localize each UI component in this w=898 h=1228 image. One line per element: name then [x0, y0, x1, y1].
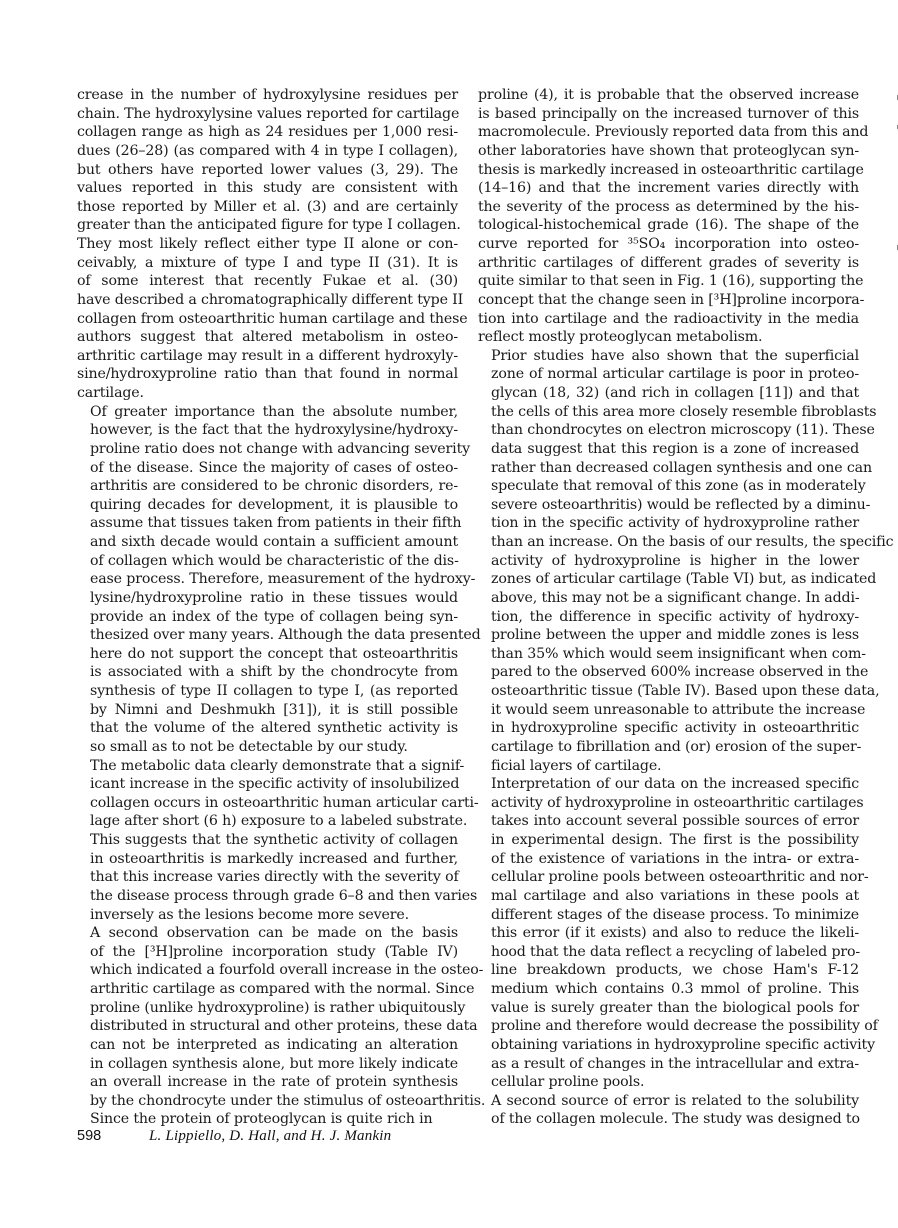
text-line: zones of articular cartilage (Table VI) but, as indicated [491, 571, 877, 588]
running-footer-authors: L. Lippiello, D. Hall, and H. J. Mankin [149, 1128, 392, 1144]
text-line: osteoarthritic tissue (Table IV). Based upon these data, [491, 683, 880, 699]
text-line: than 35% which would seem insignificant when com- [491, 645, 866, 662]
text-line: but others have reported lower values (3, 29). The [77, 161, 458, 178]
text-line: of the collagen molecule. The study was designed to [491, 1111, 860, 1128]
text-line: proline ratio does not change with advancing severity [90, 440, 470, 457]
text-line: data suggest that this region is a zone of increased [491, 440, 859, 457]
text-line: provide an index of the type of collagen being syn- [90, 608, 458, 625]
page-number: 598 [77, 1128, 102, 1144]
text-line: Of greater importance than the absolute number, [90, 403, 458, 420]
text-line: that the volume of the altered synthetic activity is [90, 720, 458, 737]
text-line: cellular proline pools. [491, 1074, 645, 1091]
text-line: greater than the anticipated figure for type I collagen. [77, 217, 461, 234]
text-line: This suggests that the synthetic activity of collagen [90, 832, 458, 848]
paragraph [478, 1092, 859, 1129]
text-line: tion, the difference in specific activity of hydroxy- [491, 608, 859, 625]
text-line: inversely as the lesions become more severe. [90, 906, 410, 923]
text-line: cartilage to fibrillation and (or) erosion of the super- [491, 738, 862, 755]
text-line: (14–16) and that the increment varies directly with [478, 180, 859, 197]
text-line: cartilage. [77, 385, 144, 401]
text-line: arthritic cartilages of different grades of severity is [478, 254, 859, 271]
text-line: Prior studies have also shown that the superficial [491, 347, 859, 364]
text-line: have described a chromatographically different type II [77, 291, 464, 308]
text-line: macromolecule. Previously reported data from this and [478, 124, 869, 141]
text-line: ceivably, a mixture of type I and type II (31). It is [77, 254, 458, 271]
text-line: it would seem unreasonable to attribute the increase [491, 701, 866, 718]
text-line: speculate that removal of this zone (as in moderately [491, 478, 866, 495]
text-line: concept that the change seen in [³H]proline incorpora- [478, 291, 865, 308]
text-line: hood that the data reflect a recycling of labeled pro- [491, 943, 861, 960]
text-line: than chondrocytes on electron microscopy (11). These [491, 422, 875, 439]
text-line: in collagen synthesis alone, but more likely indicate [90, 1055, 458, 1072]
text-line: The metabolic data clearly demonstrate that a signif- [90, 757, 465, 774]
text-line: A second observation can be made on the basis [90, 925, 458, 942]
text-line: medium which contains 0.3 mmol of proline. This [491, 981, 859, 997]
text-line: by Nimni and Deshmukh [31]), it is still possible [90, 701, 458, 718]
text-line: tion in the specific activity of hydroxyproline rather [491, 515, 859, 532]
text-line: cellular proline pools between osteoarthritic and nor- [491, 869, 869, 886]
text-line: values reported in this study are consistent with [77, 180, 458, 197]
paragraph [77, 86, 468, 403]
text-line: the severity of the process as determined by the his- [478, 198, 859, 215]
text-line: proline and therefore would decrease the possibility of [491, 1018, 878, 1035]
text-line: of the existence of variations in the intra- or extra- [491, 850, 859, 867]
text-line: arthritic cartilage may result in a different hydroxyly- [77, 347, 458, 364]
paragraph [478, 347, 894, 775]
text-line: thesized over many years. Although the data presented [90, 627, 481, 644]
text-line: tion into cartilage and the radioactivity in the media [478, 310, 859, 327]
text-line: value is surely greater than the biological pools for [491, 999, 859, 1016]
text-line: in osteoarthritis is markedly increased and further, [90, 850, 458, 867]
text-line: zone of normal articular cartilage is poor in proteo- [491, 366, 859, 383]
text-line: activity of hydroxyproline in osteoarthritic cartilages [491, 794, 864, 811]
text-line: takes into account several possible sources of error [491, 813, 859, 830]
paragraph [478, 86, 869, 347]
text-line: here do not support the concept that osteoarthritis [90, 645, 458, 662]
text-line: severe osteoarthritis) would be reflected by a diminu- [491, 496, 871, 513]
text-line: mal cartilage and also variations in these pools at [491, 887, 859, 904]
text-line: however, is the fact that the hydroxylysine/hydroxy- [90, 422, 458, 439]
text-line: authors suggest that altered metabolism in osteo- [77, 329, 458, 346]
text-line: pared to the observed 600% increase observed in the [491, 664, 869, 681]
text-line: is based principally on the increased turnover of this [478, 105, 859, 122]
text-line: A second source of error is related to the solubility [491, 1092, 859, 1109]
text-line: tological-histochemical grade (16). The shape of the [478, 217, 859, 234]
paragraph [77, 403, 481, 757]
text-line: proline (unlike hydroxyproline) is rather ubiquitously [90, 999, 466, 1016]
text-line: by the chondrocyte under the stimulus of osteoarthritis. [90, 1092, 486, 1109]
text-line: this error (if it exists) and also to reduce the likeli- [491, 925, 859, 942]
text-line: ease process. Therefore, measurement of the hydroxy- [90, 571, 476, 588]
text-line: which indicated a fourfold overall increase in the osteo- [90, 962, 484, 979]
right-column [478, 86, 894, 1129]
text-line: synthesis of type II collagen to type I, (as reported [90, 683, 458, 699]
text-line: so small as to not be detectable by our study. [90, 738, 408, 755]
text-line: ficial layers of cartilage. [491, 757, 662, 774]
text-line: and sixth decade would contain a sufficient amount [90, 534, 458, 550]
text-line: reflect mostly proteoglycan metabolism. [478, 329, 763, 346]
text-line: distributed in structural and other proteins, these data [90, 1018, 478, 1035]
paragraph [77, 757, 479, 925]
text-line: can not be interpreted as indicating an alteration [90, 1036, 458, 1053]
text-line: above, this may not be a significant change. In addi- [491, 589, 860, 606]
text-line: assume that tissues taken from patients in their fifth [90, 515, 462, 532]
text-line: obtaining variations in hydroxyproline specific activity [491, 1036, 875, 1053]
page-footer [77, 1128, 391, 1145]
text-line: They most likely reflect either type II alone or con- [77, 236, 458, 252]
text-line: rather than decreased collagen synthesis and one can [491, 459, 872, 476]
text-line: of the [³H]proline incorporation study (Table IV) [90, 943, 458, 960]
text-line: is associated with a shift by the chondrocyte from [90, 664, 458, 681]
left-column [77, 86, 486, 1129]
text-line: quite similar to that seen in Fig. 1 (16), supporting the [478, 273, 864, 290]
text-line: curve reported for ³⁵SO₄ incorporation into osteo- [478, 236, 859, 252]
text-line: quiring decades for development, it is plausible to [90, 496, 458, 513]
text-line: arthritis are considered to be chronic disorders, re- [90, 478, 458, 495]
text-line: Interpretation of our data on the increased specific [491, 776, 859, 793]
text-line: the disease process through grade 6–8 and then varies [90, 887, 478, 904]
text-line: proline (4), it is probable that the observed increase [478, 87, 859, 103]
text-line: collagen from osteoarthritic human cartilage and these [77, 310, 468, 327]
text-line: in hydroxyproline specific activity in osteoarthritic [491, 720, 859, 737]
text-line: in experimental design. The first is the possibility [491, 832, 859, 848]
text-line: icant increase in the specific activity of insolubilized [90, 776, 460, 793]
text-line: lysine/hydroxyproline ratio in these tissues would [90, 589, 458, 606]
text-line: thesis is markedly increased in osteoarthritic cartilage [478, 161, 864, 178]
text-line: as a result of changes in the intracellular and extra- [491, 1055, 859, 1072]
text-line: crease in the number of hydroxylysine residues per [77, 87, 458, 103]
text-line: of some interest that recently Fukae et al. (30) [77, 273, 458, 290]
text-line: of collagen which would be characteristic of the dis- [90, 552, 459, 569]
text-line: those reported by Miller et al. (3) and are certainly [77, 198, 458, 215]
text-line: other laboratories have shown that proteoglycan syn- [478, 142, 859, 159]
text-line: arthritic cartilage as compared with the normal. Since [90, 981, 475, 997]
text-line: glycan (18, 32) (and rich in collagen [11]) and that [491, 385, 859, 401]
text-line: collagen occurs in osteoarthritic human articular carti- [90, 794, 479, 811]
text-line: the cells of this area more closely resemble fibroblasts [491, 403, 877, 420]
paragraph [77, 924, 486, 1129]
text-line: Since the protein of proteoglycan is quite rich in [90, 1111, 433, 1128]
text-line: that this increase varies directly with the severity of [90, 869, 459, 886]
text-line: an overall increase in the rate of protein synthesis [90, 1074, 458, 1091]
text-line: sine/hydroxyproline ratio than that found in normal [77, 366, 458, 383]
text-line: of the disease. Since the majority of cases of osteo- [90, 459, 458, 476]
text-line: dues (26–28) (as compared with 4 in type I collagen), [77, 142, 458, 159]
text-line: collagen range as high as 24 residues per 1,000 resi- [77, 124, 458, 141]
text-line: different stages of the disease process. To minimize [491, 906, 859, 923]
text-line: than an increase. On the basis of our results, the specific [491, 534, 894, 550]
text-line: lage after short (6 h) exposure to a labeled substrate. [90, 813, 468, 830]
text-line: chain. The hydroxylysine values reported for cartilage [77, 105, 460, 122]
text-line: proline between the upper and middle zones is less [491, 627, 859, 644]
text-line: activity of hydroxyproline is higher in the lower [491, 552, 859, 569]
paragraph [478, 775, 878, 1092]
text-line: line breakdown products, we chose Ham's F-12 [491, 962, 859, 979]
